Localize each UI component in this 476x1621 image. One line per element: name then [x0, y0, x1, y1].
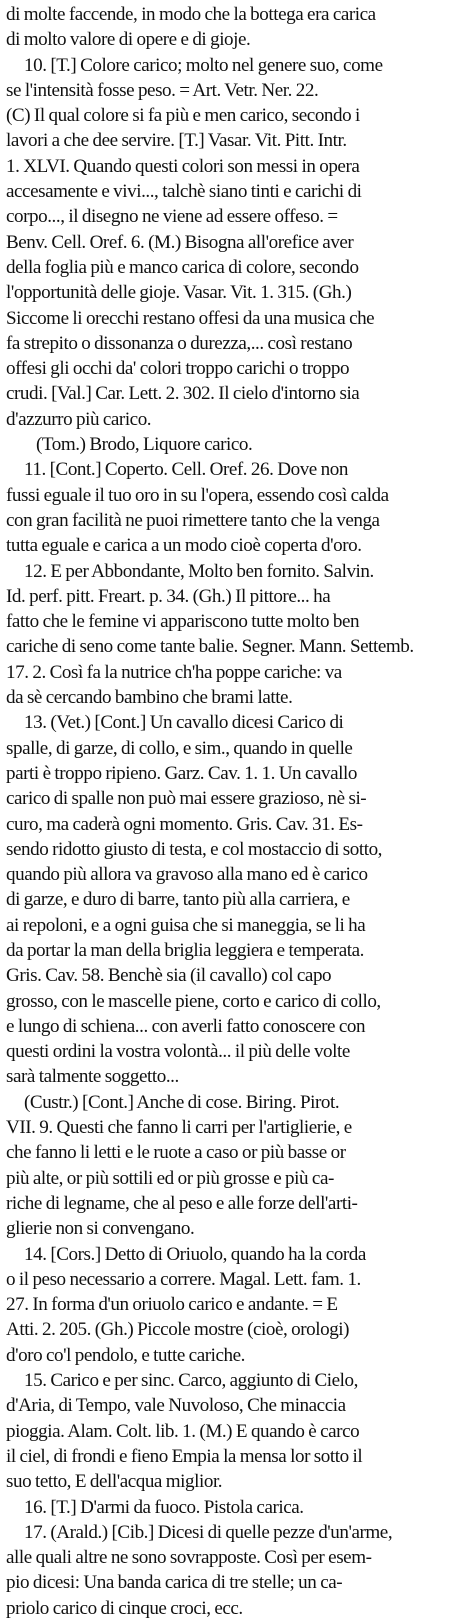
subentry-line: (Custr.) [Cont.] Anche di cose. Biring. Pirot. — [24, 1091, 340, 1113]
text-line: più alte, or più sottili ed or più grosse e più ca- — [6, 1167, 334, 1189]
text-line: e lungo di schiena... con averli fatto conoscere con — [6, 1015, 366, 1037]
text-line: corpo..., il disegno ne viene ad essere offeso. = — [6, 206, 338, 228]
text-line: priolo carico di cinque croci, ecc. — [6, 1597, 243, 1619]
text-line: glierie non si convengano. — [6, 1218, 195, 1240]
text-line: curo, ma caderà ogni momento. Gris. Cav. 31. Es- — [6, 813, 363, 835]
text-line: grosso, con le mascelle piene, corto e carico di collo, — [6, 990, 381, 1012]
text-line: Gris. Cav. 58. Benchè sia (il cavallo) col capo — [6, 965, 332, 987]
text-line: spalle, di garze, di collo, e sim., quando in quelle — [6, 737, 353, 759]
text-line: riche di legname, che al peso e alle forze dell'arti- — [6, 1192, 358, 1214]
entry-11-heading: 11. [Cont.] Coperto. Cell. Oref. 26. Dove non — [24, 459, 348, 481]
entry-12-heading: 12. E per Abbondante, Molto ben fornito. Salvin. — [24, 560, 374, 582]
text-line: parti è troppo ripieno. Garz. Cav. 1. 1. Un cavallo — [6, 762, 357, 784]
text-line: alle quali altre ne sono sovrapposte. Così per esem- — [6, 1547, 372, 1569]
text-line: sarà talmente soggetto... — [6, 1066, 179, 1088]
text-line: l'opportunità delle gioje. Vasar. Vit. 1. 315. (Gh.) — [6, 282, 352, 304]
text-line: che fanno li letti e le ruote a caso or più basse or — [6, 1142, 346, 1164]
text-line: Atti. 2. 205. (Gh.) Piccole mostre (cioè, orologi) — [6, 1319, 350, 1341]
text-line: d'azzurro più carico. — [6, 408, 152, 430]
text-line: offesi gli occhi da' colori troppo carichi o troppo — [6, 358, 350, 380]
text-line: crudi. [Val.] Car. Lett. 2. 302. Il cielo d'intorno sia — [6, 383, 360, 405]
entry-10-heading: 10. [T.] Colore carico; molto nel genere suo, come — [24, 54, 383, 76]
text-line: quando più allora va gravoso alla mano ed è carico — [6, 864, 368, 886]
text-line: 17. 2. Così fa la nutrice ch'ha poppe cariche: va — [6, 661, 342, 683]
text-line: di garze, e duro di barre, tanto più alla carriera, e — [6, 889, 350, 911]
text-line: o il peso necessario a correre. Magal. Lett. fam. 1. — [6, 1268, 361, 1290]
text-line: lavori a che dee servire. [T.] Vasar. Vit. Pitt. Intr. — [6, 130, 347, 152]
text-line: fatto che le femine vi appariscono tutte molto ben — [6, 611, 360, 633]
entry-17-heading: 17. (Arald.) [Cib.] Dicesi di quelle pezze d'un'arme, — [24, 1521, 393, 1543]
text-line: pioggia. Alam. Colt. lib. 1. (M.) E quando è carco — [6, 1420, 360, 1442]
text-line: pio dicesi: Una banda carica di tre stelle; un ca- — [6, 1572, 343, 1594]
text-line: di molte faccende, in modo che la bottega era carica — [6, 4, 376, 25]
text-line: se l'intensità fosse peso. = Art. Vetr. Ner. 22. — [6, 79, 319, 101]
text-line: accesamente e vivi..., talchè siano tinti e carichi di — [6, 181, 362, 203]
entry-15-heading: 15. Carico e per sinc. Carco, aggiunto di Cielo, — [24, 1370, 358, 1392]
text-line: con gran facilità ne puoi rimettere tanto che la venga — [6, 509, 380, 531]
entry-13-heading: 13. (Vet.) [Cont.] Un cavallo dicesi Carico di — [24, 712, 344, 734]
text-line: il ciel, di frondi e fieno Empia la mensa lor sotto il — [6, 1445, 363, 1467]
subentry-line: (Tom.) Brodo, Liquore carico. — [36, 434, 253, 456]
text-line: (C) Il qual colore si fa più e men carico, secondo i — [6, 105, 360, 127]
text-line: della foglia più e manco carica di colore, secondo — [6, 256, 359, 278]
text-line: VII. 9. Questi che fanno li carri per l'artiglierie, e — [6, 1117, 352, 1139]
text-line: sendo ridotto giusto di testa, e col mostaccio di sotto, — [6, 838, 382, 860]
text-line: Siccome li orecchi restano offesi da una musica che — [6, 307, 375, 329]
text-line: d'oro co'l pendolo, e tutte cariche. — [6, 1344, 245, 1366]
entry-14-heading: 14. [Cors.] Detto di Oriuolo, quando ha la corda — [24, 1243, 366, 1265]
text-line: 27. In forma d'un oriuolo carico e andante. = E — [6, 1294, 338, 1316]
text-line: tutta eguale e carica a un modo cioè coperta d'oro. — [6, 535, 362, 557]
text-line: 1. XLVI. Quando questi colori son messi in opera — [6, 155, 360, 177]
text-line: ai repoloni, e a ogni guisa che si maneggia, se li ha — [6, 914, 366, 936]
text-line: questi ordini la vostra volontà... il più delle volte — [6, 1041, 350, 1063]
text-line: di molto valore di opere e di gioje. — [6, 29, 251, 51]
entry-16-heading: 16. [T.] D'armi da fuoco. Pistola carica. — [24, 1496, 304, 1518]
text-line: Benv. Cell. Oref. 6. (M.) Bisogna all'orefice aver — [6, 231, 354, 253]
text-line: d'Aria, di Tempo, vale Nuvoloso, Che minaccia — [6, 1395, 346, 1417]
text-line: fussi eguale il tuo oro in su l'opera, essendo così calda — [6, 484, 389, 506]
text-line: da sè cercando bambino che brami latte. — [6, 687, 293, 709]
text-line: cariche di seno come tante balie. Segner. Mann. Settemb. — [6, 636, 414, 658]
text-line: suo tetto, E dell'acqua miglior. — [6, 1471, 223, 1493]
text-line: fa strepito o dissonanza o durezza,... così restano — [6, 332, 353, 354]
text-line: da portar la man della briglia leggiera e temperata. — [6, 939, 364, 961]
text-line: carico di spalle non può mai essere grazioso, nè si- — [6, 788, 367, 810]
text-line: Id. perf. pitt. Freart. p. 34. (Gh.) Il pittore... ha — [6, 585, 331, 607]
